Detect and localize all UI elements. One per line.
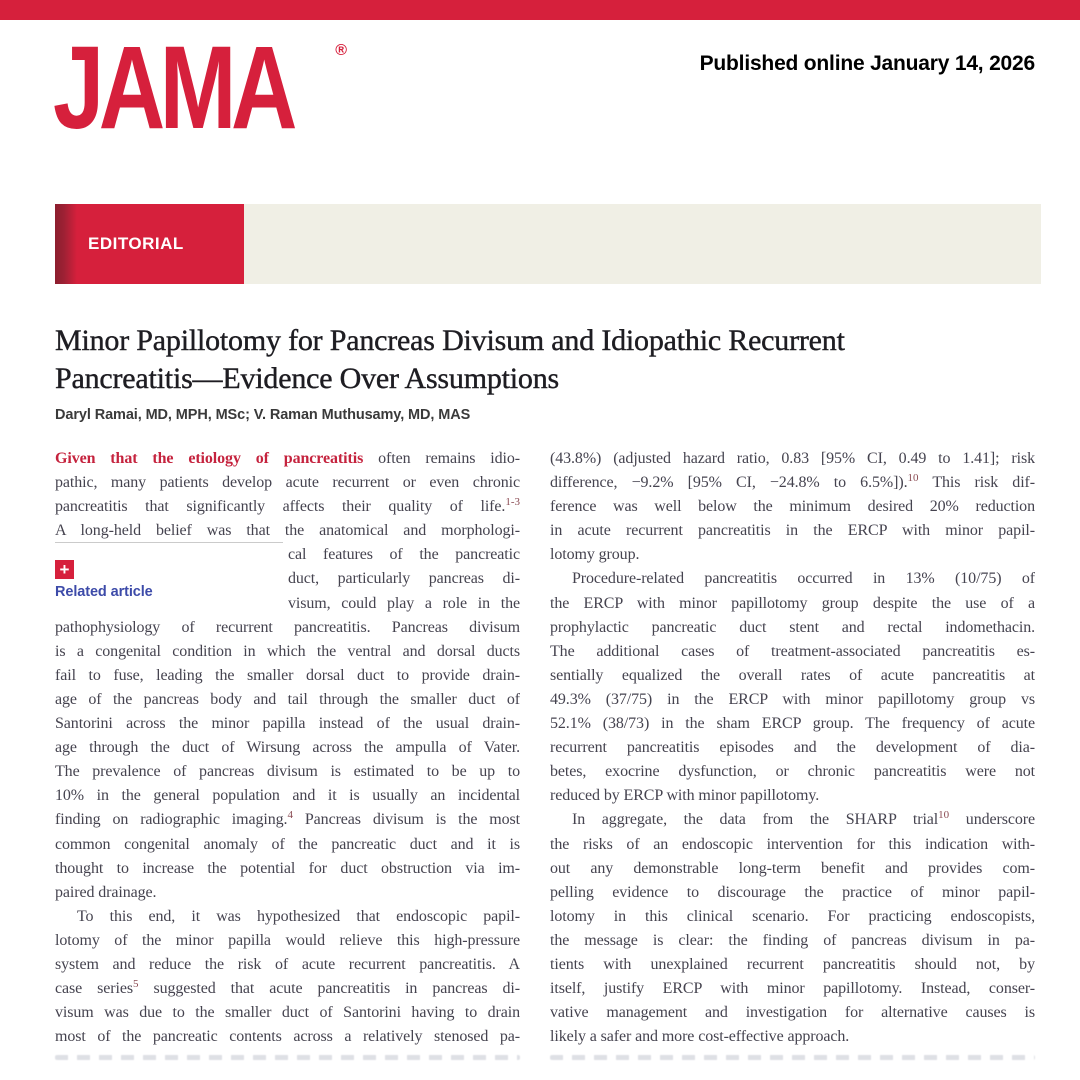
body-text-line: thought to increase the potential for duct obstruction via im- [55, 859, 520, 877]
body-text-line: 10% in the general population and it is usually an incidental [55, 787, 520, 805]
citation-superscript[interactable]: 1-3 [505, 496, 520, 509]
published-date: Published online January 14, 2026 [699, 52, 1035, 75]
related-article-link[interactable]: Related article [55, 584, 153, 600]
body-text-line: In aggregate, the data from the SHARP trial$^{10}$ underscore [572, 809, 1035, 829]
jama-logo[interactable] [53, 22, 347, 154]
body-text-line: age through the duct of Wirsung across the ampulla of Vater. [55, 739, 520, 757]
body-text-line: duct, particularly pancreas di- [288, 570, 520, 588]
citation-superscript[interactable]: 5 [132, 978, 139, 991]
body-text-line: Procedure-related pancreatitis occurred in 13% (10/75) of [572, 570, 1035, 588]
body-text-line: pathic, many patients develop acute recurrent or even chronic [55, 474, 520, 492]
article-type-label: EDITORIAL [88, 234, 184, 253]
article-authors: Daryl Ramai, MD, MPH, MSc; V. Raman Muthusamy, MD, MAS [55, 407, 471, 423]
body-text-line: finding on radiographic imaging.$^4$ Pancreas divisum is the most [55, 809, 520, 829]
body-text-line: recurrent pancreatitis episodes and the development of dia- [550, 739, 1035, 757]
body-text-line: betes, exocrine dysfunction, or chronic pancreatitis were not [550, 763, 1035, 781]
citation-superscript[interactable]: 10 [907, 472, 919, 485]
body-text-line: common congenital anomaly of the pancreatic duct and it is [55, 835, 520, 853]
cropped-text-fade [55, 1055, 520, 1060]
article-column-right [550, 447, 1035, 1060]
body-text-line: 49.3% (37/75) in the ERCP with minor papillotomy group vs [550, 690, 1035, 708]
cropped-text-fade [550, 1055, 1035, 1060]
article-body [55, 447, 1035, 1060]
citation-superscript[interactable]: 4 [287, 809, 293, 822]
body-text-line: reduced by ERCP with minor papillotomy. [550, 787, 820, 805]
article-title: Minor Papillotomy for Pancreas Divisum and Idiopathic Recurrent Pancreatitis—Evidence Over Assumptions [55, 324, 845, 395]
body-text-line: pancreatitis that significantly affects their quality of life.$^{1-3}$ [55, 496, 520, 516]
plus-glyph: + [59, 560, 70, 579]
body-text-line: out any demonstrable long-term benefit and provides com- [550, 859, 1035, 877]
body-text-line: ference was well below the minimum desired 20% reduction [550, 498, 1035, 516]
body-text-line: the risks of an endoscopic intervention for this indication with- [550, 835, 1035, 853]
body-text-line: fail to fuse, leading the smaller dorsal duct to provide drain- [55, 666, 520, 684]
body-text-line: tients with unexplained recurrent pancreatitis should not, by [550, 955, 1035, 973]
body-text-line: the ERCP with minor papillotomy group despite the use of a [550, 594, 1035, 612]
body-text-line: lotomy in this clinical scenario. For practicing endoscopists, [550, 907, 1035, 925]
body-text-line: Santorini across the minor papilla instead of the usual drain- [55, 715, 520, 733]
body-text-line: difference, −9.2% [95% CI, −24.8% to 6.5%]).$^{10}$ This risk dif- [550, 472, 1035, 492]
body-text-line: the message is clear: the finding of pancreas divisum in pa- [550, 931, 1035, 949]
article-column-left [55, 447, 520, 1060]
body-text-line: prophylactic pancreatic duct stent and rectal indomethacin. [550, 618, 1035, 636]
body-text-line: most of the pancreatic contents across a relatively stenosed pa- [55, 1028, 520, 1046]
body-text-line: age of the pancreas body and tail through the smaller duct of [55, 690, 520, 708]
body-text-line: The prevalence of pancreas divisum is estimated to be up to [55, 763, 520, 781]
article-type-badge[interactable] [55, 204, 244, 284]
body-text-line: is a congenital condition in which the ventral and dorsal ducts [55, 642, 520, 660]
body-text-line: paired drainage. [55, 883, 157, 901]
body-text-line: case series$^5$ suggested that acute pancreatitis in pancreas di- [55, 978, 520, 998]
jama-logo-text: JAMA [53, 22, 292, 154]
body-text-line: lotomy group. [550, 546, 640, 564]
body-text-line: cal features of the pancreatic [288, 546, 520, 564]
body-text-line: pelling evidence to discourage the practice of minor papil- [550, 883, 1035, 901]
body-text-line: system and reduce the risk of acute recurrent pancreatitis. A [55, 955, 520, 973]
article-type-banner [55, 204, 1041, 284]
banner-fill [244, 204, 1041, 284]
top-accent-bar [0, 0, 1080, 20]
body-text-line: in acute recurrent pancreatitis in the ERCP with minor papil- [550, 522, 1035, 540]
body-text-line: (43.8%) (adjusted hazard ratio, 0.83 [95% CI, 0.49 to 1.41]; risk [550, 450, 1035, 467]
related-article-rule [55, 542, 283, 543]
body-text-line: vative management and investigation for alternative causes is [550, 1004, 1035, 1022]
body-text-line: itself, justify ERCP with minor papillotomy. Instead, conser- [550, 980, 1035, 998]
body-text-line: A long-held belief was that the anatomical and morphologi- [55, 522, 520, 540]
citation-superscript[interactable]: 10 [938, 809, 950, 822]
body-text-line: Given that the etiology of pancreatitis often remains idio- [55, 450, 520, 467]
related-article-plus-icon [55, 560, 74, 579]
registered-trademark-icon: ® [335, 42, 347, 59]
body-text-line: pathophysiology of recurrent pancreatitis. Pancreas divisum [55, 618, 520, 636]
body-text-line: visum, could play a role in the [288, 594, 520, 612]
body-text-line: likely a safer and more cost-effective approach. [550, 1028, 850, 1046]
body-text-line: 52.1% (38/73) in the sham ERCP group. The frequency of acute [550, 715, 1035, 733]
body-text-line: lotomy of the minor papilla would relieve this high-pressure [55, 931, 520, 949]
body-text-line: visum was due to the smaller duct of Santorini having to drain [55, 1004, 520, 1022]
body-text-line: The additional cases of treatment-associated pancreatitis es- [550, 642, 1035, 660]
related-article-box [55, 542, 288, 600]
body-text-line: sentially equalized the overall rates of acute pancreatitis at [550, 666, 1035, 684]
body-text-line: To this end, it was hypothesized that endoscopic papil- [77, 907, 520, 925]
lead-in-phrase: Given that the etiology of pancreatitis [55, 450, 364, 467]
